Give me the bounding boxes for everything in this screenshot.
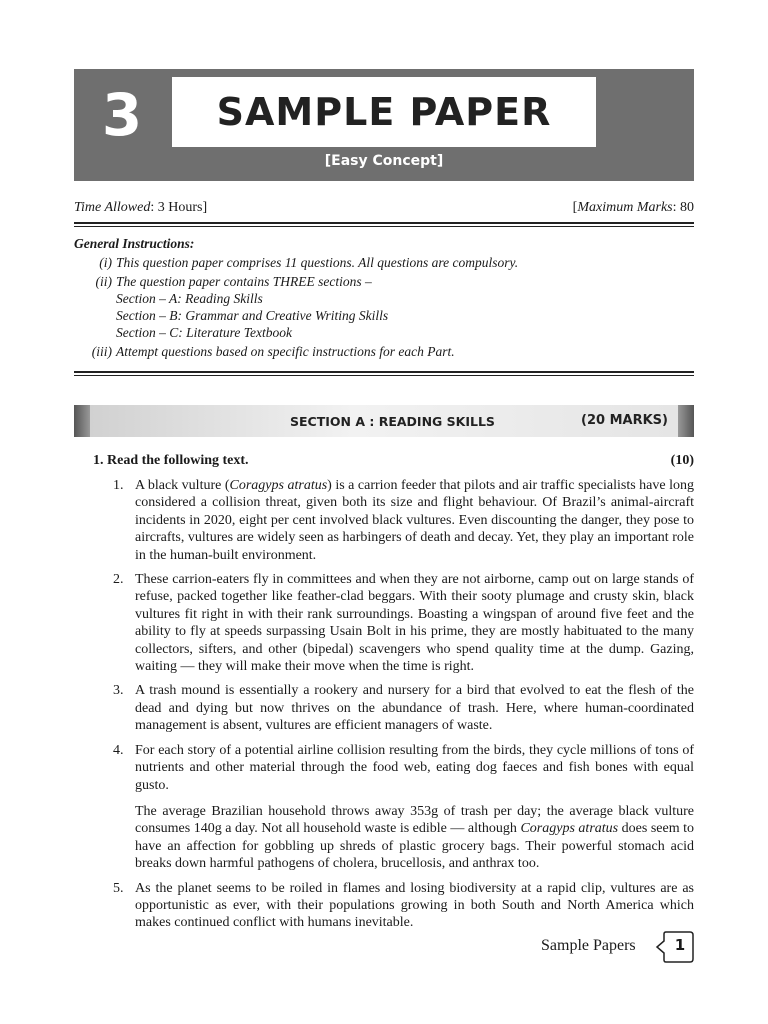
paragraph-text-part: ) is a carrion feeder that pilots and air traffic specialists have long considered a collision threat, given both its size and flight behaviour. Of Brazil’s animal-aircraft incidents in 2020, eight per cent involved black vultures. Even discounting the danger, they pose to aircrafts, vultures are widely seen as harbingers of death and decay. Yet, they play an important role in the human-built environment. bbox=[135, 478, 694, 563]
section-cap-left bbox=[74, 405, 90, 437]
time-label: Time Allowed bbox=[74, 200, 151, 215]
paragraph-text: For each story of a potential airline collision resulting from the birds, they cycle millions of tons of nutrients and other material through the food web, eating dog faeces and fish bones with equal gusto. bbox=[135, 742, 694, 793]
paragraph-number: 4. bbox=[113, 742, 124, 758]
instruction-item bbox=[74, 343, 694, 360]
instruction-subitem: Section – C: Literature Textbook bbox=[116, 325, 292, 340]
question-1 bbox=[93, 452, 694, 932]
instruction-number: (ii) bbox=[95, 274, 112, 289]
divider-bottom bbox=[74, 371, 694, 376]
species-name: Coragyps atratus bbox=[229, 478, 328, 493]
header-band bbox=[74, 69, 694, 181]
section-bar bbox=[74, 405, 694, 437]
passage-paragraph bbox=[93, 571, 694, 675]
paragraph-text: As the planet seems to be roiled in flames and losing biodiversity at a rapid clip, vultures are as opportunistic as ever, with their populations growing in both South and North America which makes continued conflict with humans inevitable. bbox=[135, 880, 694, 931]
passage-paragraph bbox=[93, 682, 694, 734]
passage-paragraph bbox=[93, 880, 694, 932]
species-name: Coragyps atratus bbox=[520, 821, 619, 837]
marks-value: : 80 bbox=[672, 200, 694, 215]
page-number: 1 bbox=[674, 936, 686, 954]
title-box bbox=[172, 77, 596, 147]
time-value: : 3 Hours] bbox=[150, 200, 208, 215]
instruction-subitem: Section – B: Grammar and Creative Writing Skills bbox=[116, 308, 389, 323]
question-heading bbox=[93, 452, 694, 470]
instruction-text: This question paper comprises 11 questions. All questions are compulsory. bbox=[116, 255, 519, 270]
instruction-item bbox=[74, 273, 694, 290]
instruction-text: The question paper contains THREE sections – bbox=[116, 274, 372, 289]
marks-label: Maximum Marks bbox=[577, 200, 673, 215]
paragraph-number: 5. bbox=[113, 880, 124, 896]
section-cap-right bbox=[678, 405, 694, 437]
instruction-number: (i) bbox=[99, 255, 112, 270]
passage-paragraph bbox=[93, 477, 694, 564]
paragraph-number: 1. bbox=[113, 478, 124, 493]
paragraph-text: These carrion-eaters fly in committees and when they are not airborne, camp out on large stands of refuse, packed together like feather-clad beggars. With their sooty plumage and crusty skin, black vultures fit right in with their rank surroundings. Boasting a wingspan of around five feet and the ability to fly at speeds surpassing Usain Bolt in his prime, they are mostly habituated to the many collectors, sifters, and other (bipedal) scavengers who spend quality time at the dump. Gazing, waiting — they will make their move when the time is right. bbox=[135, 572, 694, 675]
instruction-subitem: Section – A: Reading Skills bbox=[116, 291, 263, 306]
instruction-number: (iii) bbox=[91, 344, 112, 359]
passage-paragraph-continued bbox=[93, 803, 694, 873]
paper-number: 3 bbox=[101, 81, 143, 149]
page-title: SAMPLE PAPER bbox=[216, 90, 552, 134]
paragraph-number: 3. bbox=[113, 683, 124, 699]
paragraph-text-part: A black vulture ( bbox=[135, 478, 230, 493]
paragraph-text-part: does seem to have an affection for gobbling up shreds of plastic grocery bags. Their powerful stomach acid breaks down harmful pathogens of cholera, brucellosis, and anthrax too. bbox=[135, 821, 694, 872]
section-marks: (20 MARKS) bbox=[581, 413, 668, 428]
paragraph-text: A trash mound is essentially a rookery and nursery for a bird that evolved to eat the flesh of the dead and dying but now thrives on the abundance of trash. Here, where human-coordinated management is absent, vultures are efficient managers of waste. bbox=[135, 683, 694, 734]
marks-prefix: [ bbox=[572, 200, 578, 215]
paragraph-text-part: The average Brazilian household throws away 353g of trash per day; the average black vulture consumes 140g a day. Not all household waste is edible — although bbox=[135, 803, 694, 837]
page-subtitle: [Easy Concept] bbox=[324, 153, 444, 169]
paragraph-number: 2. bbox=[113, 572, 124, 588]
section-title: SECTION A : READING SKILLS bbox=[290, 414, 495, 429]
passage-paragraph bbox=[93, 742, 694, 794]
instruction-text: Attempt questions based on specific instructions for each Part. bbox=[116, 344, 455, 359]
question-text: 1. Read the following text. bbox=[93, 453, 249, 468]
time-allowed bbox=[74, 200, 207, 216]
instructions-heading: General Instructions: bbox=[74, 236, 195, 251]
maximum-marks bbox=[573, 200, 694, 216]
divider-top bbox=[74, 222, 694, 227]
general-instructions bbox=[74, 235, 694, 360]
instruction-item bbox=[74, 254, 694, 271]
footer-label: Sample Papers bbox=[541, 937, 636, 954]
question-marks: (10) bbox=[670, 453, 694, 468]
